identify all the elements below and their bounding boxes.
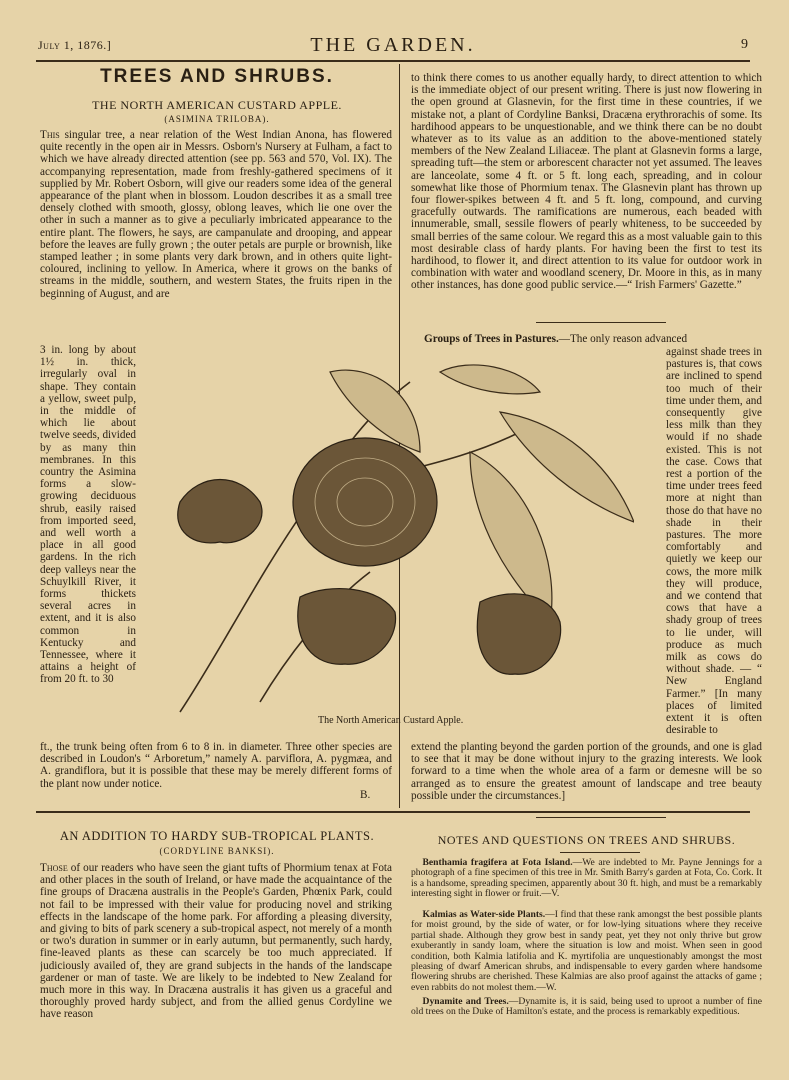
masthead [38,32,748,56]
page-number: 9 [741,37,748,52]
note-dynamite [411,997,762,1029]
notes-rule-top [536,817,666,818]
masthead-rule [36,60,750,62]
groups-of-trees-opening: —The only reason advanced [558,333,688,345]
article-subheading-custard-apple: (ASIMINA TRILOBA). [164,114,270,124]
custard-apple-tail-text: ft., the trunk being often from 6 to 8 in. in diameter. Three other species are described in Loudon's “ Arboretum,” namely A. parviflora, A. pygmæa, and A. grandiflora, but it is possible that these may be merely different forms of the plant now under notice. [40,741,392,790]
note-dynamite-text: —Dynamite is, it is said, being used to uproot a number of fine old trees on the Duke of Hamilton's estate, and the process is remarkably expeditious. [411,997,762,1018]
note-benthamia-text: —We are indebted to Mr. Payne Jennings for a photograph of a fine specimen of this tree in Mr. Smith Barry's garden at Fota, Co. Cork. It is a handsome, spreading specimen, apparently about 30 ft. high, and must be a remarkably interesting sight in flower or fruit.—V. [411,858,762,900]
leaf-top-right [440,365,540,394]
notes-rule-bottom [560,852,640,853]
flower-left-bell [178,480,262,543]
section-rule [36,811,750,813]
groups-of-trees-runin: Groups of Trees in Pastures. [424,333,559,345]
issue-date: July 1, 1876.] [38,38,112,52]
notes-heading: NOTES AND QUESTIONS ON TREES AND SHRUBS. [437,833,736,847]
custard-apple-tail [40,741,392,803]
article-heading-subtropical: AN ADDITION TO HARDY SUB-TROPICAL PLANTS. [59,829,375,843]
drop-lead-word: This [40,129,60,141]
groups-of-trees-first-line [424,333,762,347]
custard-apple-body: singular tree, a near relation of the West Indian Anona, has flowered quite recently in the open air in Messrs. Osborn's Nursery at Fulham, a fact to which we have already directed attention (see pp. 563 and 570, Vol. IX). The accompanying representation, made from freshly-gathered specimens of it supplied by Mr. Robert Osborn, will give our readers some idea of the general appearance of the plant when in blossom. Loudon describes it as a small tree densely clothed with smooth, glossy, oblong leaves, which lie one over the other in such a manner as to give a peculiarly imbricated appearance to the entire plant. The flowers, he says, are campanulate and drooping, and appear before the leaves are fully grown ; the outer petals are purple or brownish, like stamped leather ; in some plants very dark brown, and in others quite light-coloured, inclining to yellow. In America, where it grows on the banks of streams in the middle, southern, and western States, the fruits ripen in the beginning of August, and are [40,129,392,300]
custard-apple-narrow-column: 3 in. long by about 1½ in. thick, irregularly oval in shape. They contain a yellow, sweet pulp, in the middle of which lie about twelve seeds, divided by as many thin membranes. In this country the Asimina forms a slow-growing deciduous shrub, easily raised from imported seed, and well worth a place in all good gardens. In the rich deep valleys near the Schuylkill River, it forms thickets several acres in extent, and it is also common in Kentucky and Tennessee, where it attains a height of from 20 ft. to 30 [40,344,136,686]
subtropical-lead-word: Those [40,862,68,874]
custard-apple-illustration [140,352,634,718]
article-heading-custard-apple: THE NORTH AMERICAN CUSTARD APPLE. [92,98,342,112]
note-kalmias [411,910,762,996]
note-kalmias-title: Kalmias as Water-side Plants. [422,910,546,920]
note-dynamite-title: Dynamite and Trees. [422,997,509,1007]
subtropical-paragraph [40,862,392,1026]
illustration-caption: The North American Custard Apple. [318,715,464,726]
flower-bottom-bell [298,589,396,665]
flower-right-bell [477,594,560,674]
groups-of-trees-tail: extend the planting beyond the garden portion of the grounds, and one is glad to see that it may be done without injury to the grazing interests. We look forward to a time when the whole area of a farm or demesne will be so arranged as to ensure the greatest amount of landscape and tree beauty possible under the circumstances.] [411,741,762,802]
note-benthamia [411,858,762,910]
note-kalmias-text: —I find that these rank amongst the best possible plants for moist ground, by the side of water, or for low-lying situations where they receive partial shade. Although they grow best in sandy peat, yet they not only thrive but grow exuberantly in sandy loam, where the situation is low and moist. When seen in good condition, both Kalmia latifolia and K. myrtifolia are unquestionably amongst the most pleasing of dwarf American shrubs, and indispensable to every garden where handsome flowering shrubs are cherished. These Kalmias are also proof against the attacks of game ; even rabbits do not molest them.—W. [411,910,762,993]
note-benthamia-title: Benthamia fragifera at Fota Island. [422,858,573,868]
publication-title: THE GARDEN. [310,34,476,56]
groups-of-trees-narrow-column: against shade trees in pastures is, that cows are inclined to spend too much of their time under them, and consequently give less milk than they would if no shade existed. This is not the case. Cows that rest a portion of the time under trees feed more at night than those do that have no shade in their pastures. The more comfortably and quietly we keep our cows, the more milk they will produce, and we contend that cows that have a shady group of trees to lie under, will produce as much milk as cows do without shade. — “ New England Farmer.” [In many places of limited extent it is often desirable to [666,346,762,737]
custard-apple-signature: B. [360,789,371,801]
article-subheading-subtropical: (CORDYLINE BANKSI). [159,846,275,856]
short-rule [536,322,666,323]
section-heading: TREES AND SHRUBS. [100,66,334,87]
custard-apple-paragraph [40,129,392,344]
subtropical-body: of our readers who have seen the giant tufts of Phormium tenax at Fota and other places in the south of Ireland, or have made the acquaintance of the fine groups of Dracæna australis in the People's Garden, Phœnix Park, could not fail to be impressed with their value for producing novel and striking effects in the landscape of the home park. For affording a pleasing diversity, and giving to bits of park scenery a sub-tropical aspect, not merely of a month or two's duration in summer or in early autumn, but permanently, such hardy, fine-leaved plants as these can scarcely be too much appreciated. If judiciously availed of, they are grand subjects in the hands of the landscape gardener or man of taste. We are likely to be indebted to New Zealand for much more in this way. In Dracæna australis it has given us a graceful and thoroughly proved hardy subject, and from the allied genus Cordyline we have reason [40,862,392,1021]
cordyline-continuation: to think there comes to us another equally hardy, to direct attention to which is the immediate object of our present writing. There is just now flowering in the open ground at Glasnevin, for the first time in these countries, if we mistake not, a plant of Cordyline Banksi, Dracæna erythrorachis of some. Its hardihood appears to be unquestionable, and we think there can be no doubt whatever as to its value as an addition to the above-mentioned stately members of the New Zealand Liliaceæ. The plant at Glasnevin forms a large, spreading tuft—the stem or arborescent character not yet assumed. The leaves are lanceolate, some 4 ft. or 5 ft. long each, spreading, and in colour somewhat like those of Phormium tenax. The Glasnevin plant has thrown up four flower-spikes between 4 ft. and 5 ft. long, compound, and curving gracefully outwards. The ramifications are numerous, each beaded with innumerable, small, sessile flowers of pearly whiteness, to be succeeded by small berries of the same colour. We regard this as a most valuable gain to this most desirable class of hardy plants. For having been the first to test its hardihood, to flower it, and direct attention to its value for outdoor work in combination with water and woodland scenery, Dr. Moore in this, as in many other instances, has done good public service.—“ Irish Farmers' Gazette.” [411,72,762,292]
